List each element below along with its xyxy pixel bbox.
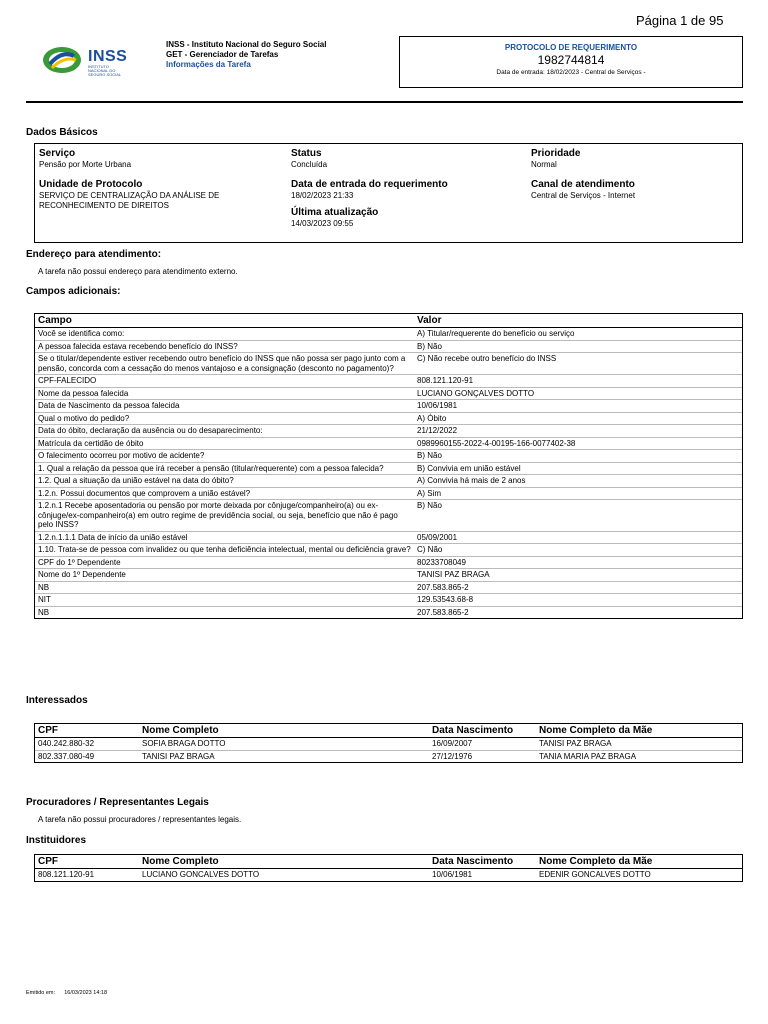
campos-cell: LUCIANO GONÇALVES DOTTO <box>414 387 742 400</box>
table-row <box>35 475 742 488</box>
campos-header-valor: Valor <box>414 314 742 328</box>
campos-cell: NB <box>38 607 50 617</box>
ultima-value: 14/03/2023 09:55 <box>291 219 354 228</box>
campos-cell: CPF-FALECIDO <box>35 375 414 388</box>
table-row <box>35 487 742 500</box>
interessados-header-nome: Nome Completo <box>139 724 429 738</box>
logo-subtext: INSTITUTO NACIONAL DO SEGURO SOCIAL <box>88 64 122 77</box>
servico-label: Serviço <box>39 148 76 159</box>
campos-cell: 207.583.865-2 <box>417 607 469 617</box>
campos-cell: B) Não <box>414 450 742 463</box>
campos-cell: Se o titular/dependente estiver recebendo outro benefício do INSS que não possa ser pago junto com a pensão, concorda com a cessação do menos vantajoso e a consignação (desconto no pagamento)? <box>35 353 414 375</box>
interessados-cell: 27/12/1976 <box>432 751 473 761</box>
campos-table <box>34 313 743 619</box>
interessados-table <box>34 723 743 763</box>
campos-cell: C) Não recebe outro benefício do INSS <box>414 353 742 375</box>
dados-basicos-title: Dados Básicos <box>26 127 98 138</box>
campos-cell: A) Óbito <box>414 412 742 425</box>
campos-cell: 10/06/1981 <box>414 400 742 413</box>
table-row <box>35 606 742 618</box>
canal-cell <box>531 179 731 201</box>
table-row <box>35 556 742 569</box>
instituidores-header-nome: Nome Completo <box>139 855 429 869</box>
ultima-label: Última atualização <box>291 207 379 218</box>
instituidores-cell: EDENIR GONCALVES DOTTO <box>539 870 651 879</box>
campos-cell: CPF do 1º Dependente <box>35 556 414 569</box>
campos-title: Campos adicionais: <box>26 286 121 297</box>
table-row <box>35 387 742 400</box>
table-row <box>35 531 742 544</box>
campos-cell: Você se identifica como: <box>35 328 414 341</box>
table-row <box>35 412 742 425</box>
data-entrada-label: Data de entrada do requerimento <box>291 179 448 190</box>
campos-cell: 129.53543.68-8 <box>414 594 742 607</box>
table-row <box>35 869 742 881</box>
campos-cell: Matrícula da certidão de óbito <box>35 437 414 450</box>
header-line2: GET - Gerenciador de Tarefas <box>166 50 279 59</box>
procuradores-text: A tarefa não possui procuradores / representantes legais. <box>38 815 242 824</box>
instituidores-header-cpf: CPF <box>35 855 139 869</box>
campos-cell: 0989960155-2022-4-00195-166-0077402-38 <box>414 437 742 450</box>
campos-cell: A pessoa falecida estava recebendo benefício do INSS? <box>35 340 414 353</box>
interessados-cell: TANIA MARIA PAZ BRAGA <box>539 751 637 761</box>
interessados-header-cpf: CPF <box>35 724 139 738</box>
canal-value: Central de Serviços - Internet <box>531 191 636 200</box>
campos-cell: NIT <box>35 594 414 607</box>
unidade-cell <box>39 179 269 211</box>
instituidores-header-nascimento: Data Nascimento <box>429 855 536 869</box>
table-row <box>35 569 742 582</box>
interessados-title: Interessados <box>26 695 88 706</box>
campos-cell: 1.10. Trata-se de pessoa com invalidez ou que tenha deficiência intelectual, mental ou deficiência grave? <box>35 544 414 557</box>
prioridade-label: Prioridade <box>531 148 581 159</box>
interessados-cell: 040.242.880-32 <box>35 738 139 751</box>
interessados-cell: 802.337.080-49 <box>38 751 95 761</box>
interessados-header-row <box>35 724 742 738</box>
inss-logo-icon <box>42 46 82 74</box>
logo-text: INSS <box>88 48 128 65</box>
endereco-text: A tarefa não possui endereço para atendimento externo. <box>38 267 238 276</box>
campos-cell: Data do óbito, declaração da ausência ou do desaparecimento: <box>35 425 414 438</box>
inss-logo <box>42 46 132 76</box>
data-entrada-cell <box>291 179 521 201</box>
table-row <box>35 594 742 607</box>
servico-value: Pensão por Morte Urbana <box>39 160 132 169</box>
campos-cell: 1.2.n.1 Recebe aposentadoria ou pensão por morte deixada por cônjuge/companheiro(a) ou ex-cônjuge/ex-companheiro(a) em outro regime de previdência social, ou seja, benefício que não é pago pelo INSS? <box>35 500 414 532</box>
table-row <box>35 500 742 532</box>
protocol-title: PROTOCOLO DE REQUERIMENTO <box>504 43 638 52</box>
interessados-header-nascimento: Data Nascimento <box>429 724 536 738</box>
table-row <box>35 375 742 388</box>
instituidores-cell: 10/06/1981 <box>432 870 473 879</box>
campos-cell: 207.583.865-2 <box>414 581 742 594</box>
interessados-cell: TANISI PAZ BRAGA <box>142 751 215 761</box>
campos-cell: B) Convivia em união estável <box>414 462 742 475</box>
header-line1: INSS - Instituto Nacional do Seguro Social <box>166 40 327 49</box>
status-cell <box>291 148 521 170</box>
prioridade-value: Normal <box>531 160 557 169</box>
campos-cell: C) Não <box>414 544 742 557</box>
campos-cell: Nome do 1º Dependente <box>35 569 414 582</box>
campos-cell: 21/12/2022 <box>414 425 742 438</box>
campos-cell: Data de Nascimento da pessoa falecida <box>35 400 414 413</box>
campos-cell: 808.121.120-91 <box>414 375 742 388</box>
protocol-number: 1982744814 <box>537 53 605 67</box>
page-number: Página 1 de 95 <box>636 13 724 28</box>
campos-cell: B) Não <box>414 500 742 532</box>
campos-cell: O falecimento ocorreu por motivo de acidente? <box>35 450 414 463</box>
campos-cell: 05/09/2001 <box>414 531 742 544</box>
table-row <box>35 581 742 594</box>
interessados-cell: SOFIA BRAGA DOTTO <box>139 738 429 751</box>
interessados-header-mae: Nome Completo da Mãe <box>536 724 742 738</box>
canal-label: Canal de atendimento <box>531 179 635 190</box>
footer-value: 16/03/2023 14:18 <box>64 990 108 996</box>
table-row <box>35 450 742 463</box>
protocol-entry: Data de entrada: 18/02/2023 - Central de Serviços - <box>496 69 646 76</box>
table-row <box>35 425 742 438</box>
instituidores-table <box>34 854 743 882</box>
table-row <box>35 544 742 557</box>
footer-label: Emitido em: <box>26 990 56 996</box>
campos-header-campo: Campo <box>35 314 414 328</box>
instituidores-cell: 808.121.120-91 <box>38 870 95 879</box>
data-entrada-value: 18/02/2023 21:33 <box>291 191 354 200</box>
instituidores-cell: LUCIANO GONCALVES DOTTO <box>142 870 260 879</box>
table-row <box>35 437 742 450</box>
status-label: Status <box>291 148 322 159</box>
table-row <box>35 353 742 375</box>
instituidores-title: Instituidores <box>26 835 87 846</box>
footer-emitido <box>26 990 107 996</box>
header-info <box>166 40 326 70</box>
campos-cell: Qual o motivo do pedido? <box>35 412 414 425</box>
endereco-title: Endereço para atendimento: <box>26 249 162 260</box>
campos-header-row <box>35 314 742 328</box>
table-row <box>35 400 742 413</box>
unidade-value: SERVIÇO DE CENTRALIZAÇÃO DA ANÁLISE DE RECONHECIMENTO DE DIREITOS <box>39 191 220 210</box>
header-divider <box>26 101 743 103</box>
ultima-cell <box>291 207 521 229</box>
table-row <box>35 738 742 751</box>
campos-cell: 80233708049 <box>414 556 742 569</box>
campos-cell: A) Convivia há mais de 2 anos <box>414 475 742 488</box>
table-row <box>35 340 742 353</box>
campos-cell: Nome da pessoa falecida <box>35 387 414 400</box>
campos-cell: B) Não <box>414 340 742 353</box>
procuradores-title: Procuradores / Representantes Legais <box>26 797 209 808</box>
header-line3: Informações da Tarefa <box>166 60 251 69</box>
campos-cell: A) Titular/requerente do benefício ou serviço <box>414 328 742 341</box>
interessados-cell: 16/09/2007 <box>429 738 536 751</box>
table-row <box>35 328 742 341</box>
campos-cell: TANISI PAZ BRAGA <box>414 569 742 582</box>
instituidores-header-mae: Nome Completo da Mãe <box>536 855 742 869</box>
campos-cell: 1.2.n. Possui documentos que comprovem a união estável? <box>35 487 414 500</box>
campos-cell: 1. Qual a relação da pessoa que irá receber a pensão (titular/requerente) com a pessoa falecida? <box>35 462 414 475</box>
servico-cell <box>39 148 279 170</box>
instituidores-header-row <box>35 855 742 869</box>
campos-cell: A) Sim <box>414 487 742 500</box>
table-row <box>35 750 742 762</box>
status-value: Concluída <box>291 160 328 169</box>
protocol-box <box>399 36 743 88</box>
campos-cell: NB <box>35 581 414 594</box>
prioridade-cell <box>531 148 731 170</box>
campos-cell: 1.2.n.1.1.1 Data de início da união estável <box>35 531 414 544</box>
interessados-cell: TANISI PAZ BRAGA <box>536 738 742 751</box>
dados-basicos-box <box>34 143 743 243</box>
table-row <box>35 462 742 475</box>
campos-cell: 1.2. Qual a situação da união estável na data do óbito? <box>35 475 414 488</box>
unidade-label: Unidade de Protocolo <box>39 179 143 190</box>
